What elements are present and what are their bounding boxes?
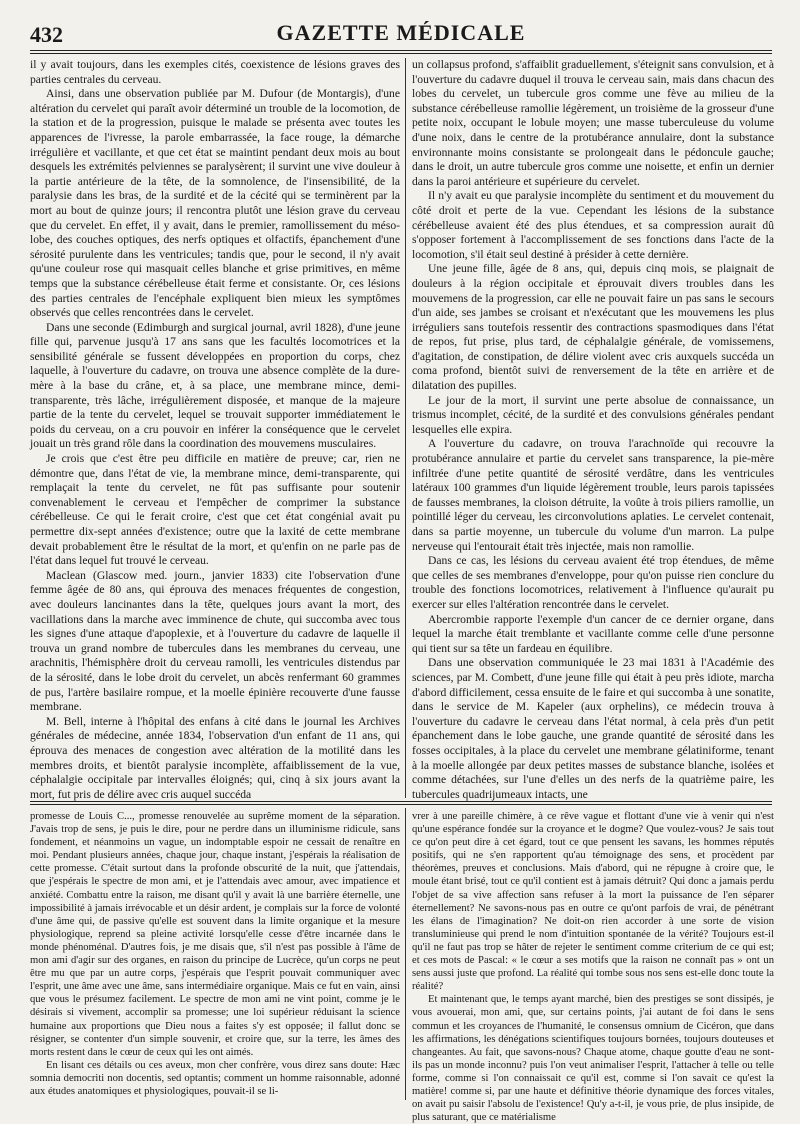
paragraph: il y avait toujours, dans les exemples cités, coexistence de lésions graves des parties centrales du cerveau. — [30, 58, 400, 86]
paragraph: promesse de Louis C..., promesse renouvelée au suprême moment de la séparation. J'avais trop de sens, je puis le dire, pour ne perdre dans un illuminisme ridicule, sans fondement, et néanmoins un vague, un indomptable espoir ne cessait de renaître en moi. Pendant plusieurs années, chaque jour, chaque instant, j'espérais la réalisation de cette promesse. C'était surtout dans la profonde obscurité de la nuit, que j'attendais, que j'espérais le spectre de mon ami, et je l'attendais avec amour, avec impatience et anxiété. Combattu entre la raison, me disant qu'il y avait là une barrière éternelle, une impossibilité à jamais irrévocable et un désir ardent, je complais sur la force de volonté d'une âme qui, de passive qu'elle est souvent dans la limite organique et la mesure physiologique, reprend sa pleine activité lorsqu'elle cesse d'être incarnée dans le monde phénoménal. D'autres fois, je me disais que, s'il n'est pas possible à l'âme de mon ami d'agir sur des organes, en raison du principe de Lucrèce, qu'un corps ne peut être mu que par un autre corps, j'espérais que l'esprit pouvait communiquer avec l'esprit, une âme avec une âme, sans intermédiaire organique. Mais ce fut en vain, ainsi que vous le présumez facilement. Le spectre de mon ami ne vint point, comme je le désirais si vivement, accomplir sa promesse; une loi supérieur réduisant la science humaine aux proportions que Dieu nous a faites s'y est opposée; il fallut donc se résigner, se contenter d'un simple souvenir, et croire que, sur la terre, les âmes des morts restent dans le cœur de ceux qui les ont aimés. — [30, 811, 400, 1058]
page-header — [30, 8, 772, 50]
paragraph: Le jour de la mort, il survint une perte absolue de connaissance, un trismus incomplet, cécité, de la surdité et des convulsions générales pendant lesquelles elle expira. — [412, 393, 774, 436]
feuilleton-rule — [30, 801, 772, 802]
feuilleton-left-column — [30, 810, 400, 1098]
paragraph: A l'ouverture du cadavre, on trouva l'arachnoïde qui recouvre la protubérance annulaire et partie du cervelet sans transparence, la pie-mère infiltrée d'une petite quantité de sérosité verdâtre, dans les ventricules latéraux 100 grammes d'un liquide légèrement trouble, leurs parois tapissées de fausses membranes, la cloison détruite, la voûte à trois piliers ramollie, un pointillé léger du cerveau, les circonvolutions aplaties. Le cervelet contenait, dans sa partie moyenne, un tubercule du volume d'un marron. La pulpe nerveuse qui l'entourait était très injectée, mais non ramollie. — [412, 437, 774, 553]
upper-right-column — [412, 58, 774, 801]
upper-left-column — [30, 58, 400, 801]
paragraph: Dans une observation communiquée le 23 mai 1831 à l'Académie des sciences, par M. Combett, d'une jeune fille qui était à peu près idiote, marcha d'abord difficilement, cessa ensuite de le faire et qui succomba à une sonatite, dans le service de M. Kapeler (aux orphelins), ce médecin trouva à l'ouverture du cadavre le cerveau dans l'état normal, à cela près d'un petit épanchement dans le lobe gauche, une grande quantité de sérosité dans les fosses occipitales, à la place du cervelet une membrane gélatiniforme, tenant à la moelle allongée par deux petites masses de substance blanche, isolées et comme détachées, sur l'une d'elles un des nerfs de la quatrième paire, les tubercules quadrijumeaux intacts, une — [412, 656, 774, 801]
paragraph: Il n'y avait eu que paralysie incomplète du sentiment et du mouvement du côté droit et perte de la vue. Cependant les lésions de la substance cérébelleuse avaient été des plus étendues, et sa compression aurait dû s'opposer fortement à l'accomplissement de ses fonctions dans l'acte de la locomotion, s'il était seul destiné à présider à cette dernière. — [412, 189, 774, 261]
column-divider — [405, 58, 406, 798]
paragraph: Abercrombie rapporte l'exemple d'un cancer de ce dernier organe, dans lequel la marche était tremblante et vacillante comme celle d'une personne qui tient sur sa tête un fardeau en équilibre. — [412, 612, 774, 655]
paragraph: Une jeune fille, âgée de 8 ans, qui, depuis cinq mois, se plaignait de douleurs à la région occipitale et éprouvait divers troubles dans les mouvemens de la progression, car elle ne pouvait faire un pas sans le secours d'un aide, ses jambes se croisant et n'exécutant que les mouvemens les plus irréguliers sans toutefois ressentir des contractions spasmodiques dans l'état de repos, fut prise, plus tard, de céphalalgie générale, de vomissemens, d'agitation, de constipation, de délire violent avec cris auxquels succéda un coma profond, bientôt suivi de renversement de la tête en arrière et de dilatation des pupilles. — [412, 262, 774, 393]
page-number: 432 — [30, 22, 63, 47]
paragraph: Maclean (Glascow med. journ., janvier 1833) cite l'observation d'une femme âgée de 80 ans, qui éprouva des menaces fréquentes de congestion, avec douleurs lancinantes dans la tête, quelques jours avant la mort, des vacillations dans la marche avec imminence de chute, qui succomba avec tous les signes d'une attaque d'apoplexie, et à l'ouverture du cadavre de laquelle il trouva un grand nombre de tubercules dans les membranes du cerveau, une arachnitis, l'hémisphère droit du cerveau ramolli, les ventricules distendus par de la sérosité, dans le lobe droit du cervelet, un abcès renfermant 60 grammes de pus, l'artère basilaire rompue, et la moelle épinière recouverte d'une fausse membrane. — [30, 568, 400, 714]
paragraph: Dans une seconde (Edimburgh and surgical journal, avril 1828), d'une jeune fille qui, parvenue jusqu'à 17 ans sans que les facultés locomotrices et la sensibilité générale se fussent développées en proportion du corps, chez laquelle, à l'ouverture du cadavre, on trouva une absence complète de la dure-mère à la base du crâne, et, à sa place, une membrane mince, demi-transparente, très lâche, irrégulièrement disposée, et manque de la majeure partie de la tente du cervelet, lequel se trouvait supporter immédiatement le poids du cerveau, on a cru pouvoir en inférer la conséquence que le cervelet jouait un très grand rôle dans la coordination des mouvemens musculaires. — [30, 320, 400, 451]
header-rule-thin — [30, 53, 772, 54]
paragraph: Dans ce cas, les lésions du cerveau avaient été trop étendues, de même que celles de ses membranes d'enveloppe, pour qu'on puisse rien conclure du trouble des fonctions locomotrices, relativement à l'influence qu'aurait pu exercer sur elles l'altération rencontrée dans le cervelet. — [412, 554, 774, 611]
journal-title: GAZETTE MÉDICALE — [276, 20, 526, 45]
paragraph: M. Bell, interne à l'hôpital des enfans à cité dans le journal les Archives générales de médecine, année 1834, l'observation d'un enfant de 11 ans, qui éprouva des menaces de congestion avec altération de la motilité dans les membres droits, et bientôt paralysie incomplète, affaiblissement de la vue, céphalalgie occipitale par intervalles éloignés; qui, cinq à six jours avant la mort, fut pris de délire avec cris auquel succéda — [30, 714, 400, 801]
paragraph: vrer à une pareille chimère, à ce rêve vague et flottant d'une vie à venir qui n'est qu'une espérance fondée sur la croyance et le dogme? Que voulez-vous? Je sais tout ce qu'on peut dire à cet égard, tout ce que pensent les savans, les hommes réputés positifs, qui ne s'en rapportent qu'au témoignage des sens, et procèdent par théorèmes, preuves et conclusions. Mais d'abord, qui ne répugne à croire que, le moule étant brisé, tout ce qu'il contient est à jamais détruit? Qui donc a jamais perdu l'objet de sa vive affection sans refuser à la mort la puissance de l'en séparer éternellement? Ne savons-nous pas en outre ce qu'ont parfois de vrai, de pénétrant les élans de l'imagination? Ne doit-on rien accorder à une sorte de vision transluminieuse qui prend le nom d'intuition spontanée de la vérité? Toujours est-il qu'il ne faut pas trop se hâter de rejeter le sentiment comme criterium de ce qui est; et ces mots de Pascal: « le cœur a ses motifs que la raison ne connaît pas » ont un sens aussi juste que profond. La réalité qui tombe sous nos sens est-elle donc toute la réalité? — [412, 811, 774, 993]
paragraph: En lisant ces détails ou ces aveux, mon cher confrère, vous direz sans doute: Hæc somnia democriti non docentis, sed optantis; comment un homme raisonnable, adonné aux études anatomiques et physiologiques, pouvait-il se li- — [30, 1059, 400, 1097]
column-divider — [405, 808, 406, 1100]
header-rule — [30, 50, 772, 51]
paragraph: un collapsus profond, s'affaiblit graduellement, s'éteignit sans convulsion, et à l'ouverture du cadavre duquel il trouva le cerveau sain, mais dans chacun des lobes du cervelet, un tubercule gros comme une fève au milieu de la substance cérébelleuse ramollie légèrement, un troisième de la grosseur d'une petite noix, occupant le lobule moyen; une masse tuberculeuse du volume d'une noix, dans le centre de la protubérance annulaire, dont la substance environnante moins consistante se prolongeait dans le pédoncule gauche; dans le droit, un autre tubercule gros comme une noisette, et enfin un dernier dans la paroi antérieure et supérieure du cervelet. — [412, 58, 774, 188]
paragraph: Je crois que c'est être peu difficile en matière de preuve; car, rien ne démontre que, dans l'état de vie, la membrane mince, demi-transparente, qui remplaçait la tente du cervelet, ne fût pas suffisante pour soutenir convenablement le cerveau et l'empêcher de comprimer la substance cérébelleuse. Ce qui le ferait croire, c'est que cet état congénial avait pu permettre dix-sept années d'existence; outre que la laxité de cette membrane devait probablement être le résultat de la mort, et qu'enfin on ne parle pas de l'état dans lequel fut trouvé le cerveau. — [30, 452, 400, 568]
paragraph: Ainsi, dans une observation publiée par M. Dufour (de Montargis), d'une altération du cervelet qui paraît avoir déterminé un trouble de la locomotion, de la station et de la progression, puisque le malade se présenta avec toutes les apparences de l'ivresse, la parole embarrassée, la face rouge, la démarche irrégulière et vacillante, et que cet état se maintint pendant deux mois au bout desquels les extrémités pelviennes se paralysèrent; il survint une vive douleur à la partie antérieure de la tête, de la somnolence, de l'insensibilité, de la paralysie dans les bras, de la surdité et de la cécité qui se terminèrent par la mort au bout de quinze jours; il rencontra plutôt une lésion grave du cerveau que du cervelet. En effet, il y avait, dans le premier, ramollissement du méso-lobe, des couches optiques, des nerfs optiques et olfactifs, épanchement d'une sérosité purulente dans les ventricules; tandis que, pour le second, il n'y avait qu'une couleur rose qui masquait celles blanche et grise primitives, en même temps que la substance cérébelleuse était ferme et consistante. Or, ces lésions des parties centrales de l'encéphale expliquent bien mieux les symptômes observés que celles rencontrées dans le cervelet. — [30, 87, 400, 320]
paragraph: Et maintenant que, le temps ayant marché, bien des prestiges se sont dissipés, je vous avouerai, mon ami, que, sur certains points, j'ai autant de foi dans le sens commun et les croyances de l'humanité, le consensus omnium de Cicéron, que dans les affirmations, les dénégations scientifiques toujours bornées, toujours douteuses et changeantes. Au fait, que savons-nous? Chaque atome, chaque goutte d'eau ne sont-ils pas un monde inconnu? puis l'on veut animaliser l'esprit, l'attacher à telle ou telle forme, comme si l'on connaissait ce qu'il est, comme si l'on savait ce qu'est la matière! comme si, par une haute et définitive théorie dynamique des forces vitales, on avait pu saisir l'absolu de l'existence! Qu'y a-t-il, je vous prie, de plus insipide, de plus saturant, que ce matérialisme — [412, 994, 774, 1124]
feuilleton-right-column — [412, 810, 774, 1124]
feuilleton-rule-thin — [30, 804, 772, 805]
